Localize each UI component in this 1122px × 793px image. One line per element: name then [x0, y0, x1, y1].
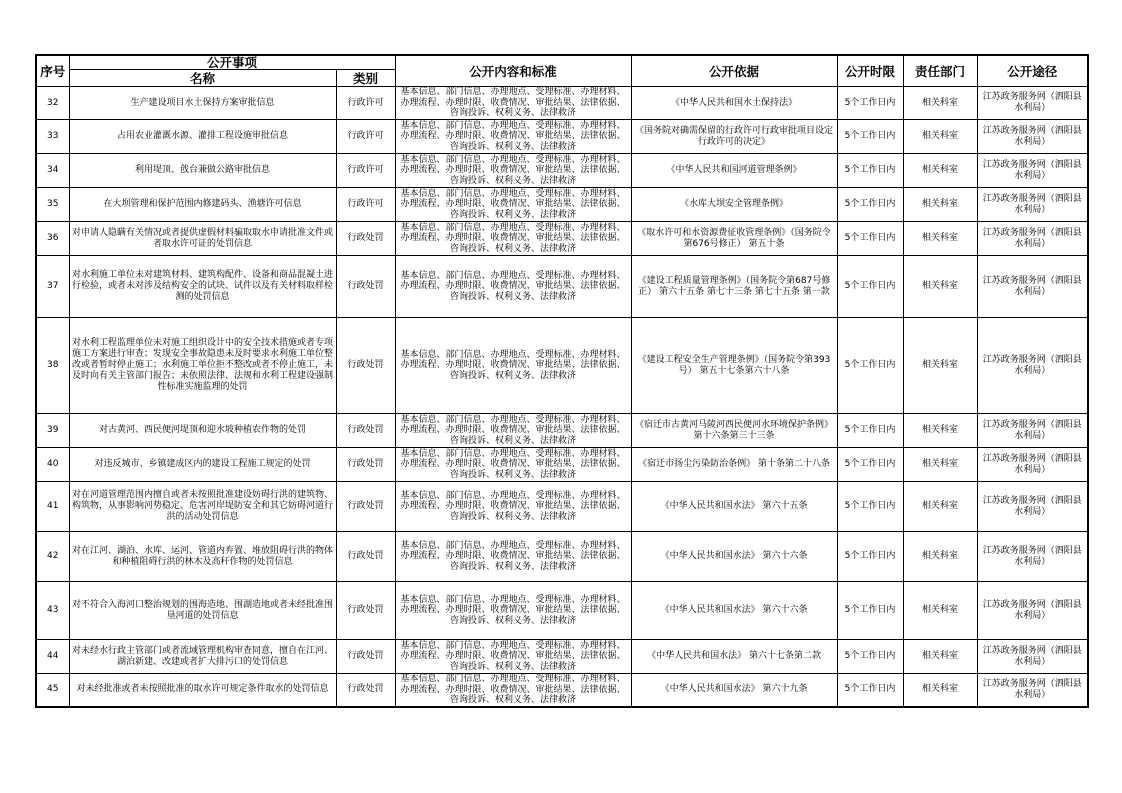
matter-category: 行政处罚 [336, 582, 395, 640]
matter-category: 行政处罚 [336, 222, 395, 256]
disclosure-basis: 《国务院对确需保留的行政许可行政审批项目设定行政许可的决定》 [631, 120, 837, 154]
matter-name: 对水利工程监理单位未对施工组织设计中的安全技术措施或者专项施工方案进行审查；发现安全事故隐患未及时要求水利施工单位整改或者暂时停止施工；水利施工单位拒不整改或者不停止施工，未及时向有关主管部门报告；未依照法律、法规和水利工程建设强制性标准实施监理的处罚 [69, 318, 336, 414]
disclosure-content: 基本信息、部门信息、办理地点、受理标准、办理材料、办理流程、办理时限、收费情况、审批结果、法律依据、咨询投诉、权利义务、法律救济 [395, 188, 631, 222]
header-name: 名称 [69, 70, 336, 87]
disclosure-content: 基本信息、部门信息、办理地点、受理标准、办理材料、办理流程、办理时限、收费情况、审批结果、法律依据、咨询投诉、权利义务、法律救济 [395, 120, 631, 154]
responsible-department: 相关科室 [903, 87, 977, 120]
table-row [36, 674, 1088, 707]
disclosure-content: 基本信息、部门信息、办理地点、受理标准、办理材料、办理流程、办理时限、收费情况、审批结果、法律依据、咨询投诉、权利义务、法律救济 [395, 640, 631, 674]
disclosure-basis: 《水库大坝安全管理条例》 [631, 188, 837, 222]
disclosure-channel: 江苏政务服务网（泗阳县水利局） [977, 87, 1088, 120]
disclosure-basis: 《中华人民共和国河道管理条例》 [631, 154, 837, 188]
responsible-department: 相关科室 [903, 532, 977, 582]
time-limit: 5个工作日内 [837, 120, 903, 154]
row-number: 39 [36, 414, 69, 448]
matter-name: 对在河道管理范围内擅自或者未按照批准建设妨碍行洪的建筑物、构筑物，从事影响河势稳定、危害河岸堤防安全和其它妨碍河道行洪的活动处罚信息 [69, 482, 336, 532]
header-category: 类别 [336, 70, 395, 87]
matter-category: 行政处罚 [336, 532, 395, 582]
disclosure-basis: 《宿迁市扬尘污染防治条例》 第十条第二十八条 [631, 448, 837, 482]
header-content: 公开内容和标准 [395, 55, 631, 87]
time-limit: 5个工作日内 [837, 582, 903, 640]
row-number: 41 [36, 482, 69, 532]
disclosure-content: 基本信息、部门信息、办理地点、受理标准、办理材料、办理流程、办理时限、收费情况、审批结果、法律依据、咨询投诉、权利义务、法律救济 [395, 448, 631, 482]
header-matter-group: 公开事项 [69, 55, 395, 70]
table-row [36, 188, 1088, 222]
disclosure-basis: 《中华人民共和国水法》 第六十六条 [631, 532, 837, 582]
time-limit: 5个工作日内 [837, 318, 903, 414]
disclosure-content: 基本信息、部门信息、办理地点、受理标准、办理材料、办理流程、办理时限、收费情况、审批结果、法律依据、咨询投诉、权利义务、法律救济 [395, 482, 631, 532]
time-limit: 5个工作日内 [837, 640, 903, 674]
matter-name: 对在江河、湖泊、水库、运河、管道内弃置、堆放阻碍行洪的物体和种植阻碍行洪的林木及高秆作物的处罚信息 [69, 532, 336, 582]
disclosure-content: 基本信息、部门信息、办理地点、受理标准、办理材料、办理流程、办理时限、收费情况、审批结果、法律依据、咨询投诉、权利义务、法律救济 [395, 532, 631, 582]
disclosure-channel: 江苏政务服务网（泗阳县水利局） [977, 154, 1088, 188]
header-basis: 公开依据 [631, 55, 837, 87]
disclosure-channel: 江苏政务服务网（泗阳县水利局） [977, 188, 1088, 222]
time-limit: 5个工作日内 [837, 154, 903, 188]
matter-category: 行政许可 [336, 188, 395, 222]
disclosure-basis: 《中华人民共和国水法》 第六十七条第二款 [631, 640, 837, 674]
matter-name: 对水利施工单位未对建筑材料、建筑构配件、设备和商品混凝土进行检验，或者未对涉及结构安全的试块、试件以及有关材料取样检测的处罚信息 [69, 256, 336, 318]
disclosure-channel: 江苏政务服务网（泗阳县水利局） [977, 582, 1088, 640]
matter-category: 行政处罚 [336, 482, 395, 532]
matter-category: 行政处罚 [336, 448, 395, 482]
matter-category: 行政处罚 [336, 674, 395, 707]
header-time-limit: 公开时限 [837, 55, 903, 87]
matter-name: 占用农业灌溉水源、灌排工程设施审批信息 [69, 120, 336, 154]
time-limit: 5个工作日内 [837, 448, 903, 482]
header-row-top [36, 55, 1088, 70]
matter-name: 利用堤顶、戗台兼做公路审批信息 [69, 154, 336, 188]
responsible-department: 相关科室 [903, 188, 977, 222]
disclosure-content: 基本信息、部门信息、办理地点、受理标准、办理材料、办理流程、办理时限、收费情况、审批结果、法律依据、咨询投诉、权利义务、法律救济 [395, 674, 631, 707]
disclosure-basis: 《取水许可和水资源费征收管理条例》（国务院令第676号修正） 第五十条 [631, 222, 837, 256]
time-limit: 5个工作日内 [837, 482, 903, 532]
table-row [36, 154, 1088, 188]
disclosure-channel: 江苏政务服务网（泗阳县水利局） [977, 482, 1088, 532]
disclosure-channel: 江苏政务服务网（泗阳县水利局） [977, 448, 1088, 482]
disclosure-content: 基本信息、部门信息、办理地点、受理标准、办理材料、办理流程、办理时限、收费情况、审批结果、法律依据、咨询投诉、权利义务、法律救济 [395, 87, 631, 120]
table-row [36, 120, 1088, 154]
responsible-department: 相关科室 [903, 448, 977, 482]
matter-name: 在大坝管理和保护范围内修建码头、渔塘许可信息 [69, 188, 336, 222]
row-number: 37 [36, 256, 69, 318]
disclosure-basis: 《中华人民共和国水法》 第六十九条 [631, 674, 837, 707]
table-row [36, 482, 1088, 532]
responsible-department: 相关科室 [903, 256, 977, 318]
table-row [36, 222, 1088, 256]
row-number: 44 [36, 640, 69, 674]
matter-category: 行政许可 [336, 87, 395, 120]
matter-name: 对未经批准或者未按照批准的取水许可规定条件取水的处罚信息 [69, 674, 336, 707]
disclosure-channel: 江苏政务服务网（泗阳县水利局） [977, 414, 1088, 448]
disclosure-channel: 江苏政务服务网（泗阳县水利局） [977, 120, 1088, 154]
table-row [36, 87, 1088, 120]
table-row [36, 582, 1088, 640]
time-limit: 5个工作日内 [837, 674, 903, 707]
table-row [36, 640, 1088, 674]
table-row [36, 448, 1088, 482]
time-limit: 5个工作日内 [837, 222, 903, 256]
matter-category: 行政处罚 [336, 414, 395, 448]
row-number: 38 [36, 318, 69, 414]
disclosure-basis: 《中华人民共和国水法》 第六十六条 [631, 582, 837, 640]
disclosure-basis: 《中华人民共和国水法》 第六十五条 [631, 482, 837, 532]
matter-category: 行政处罚 [336, 640, 395, 674]
header-no: 序号 [36, 55, 69, 87]
time-limit: 5个工作日内 [837, 188, 903, 222]
table-row [36, 414, 1088, 448]
disclosure-channel: 江苏政务服务网（泗阳县水利局） [977, 674, 1088, 707]
row-number: 32 [36, 87, 69, 120]
matter-name: 生产建设项目水土保持方案审批信息 [69, 87, 336, 120]
header-department: 责任部门 [903, 55, 977, 87]
responsible-department: 相关科室 [903, 640, 977, 674]
row-number: 40 [36, 448, 69, 482]
header-channel: 公开途径 [977, 55, 1088, 87]
disclosure-table [35, 54, 1089, 708]
matter-name: 对古黄河、西民便河堤顶和迎水坡种植农作物的处罚 [69, 414, 336, 448]
responsible-department: 相关科室 [903, 414, 977, 448]
disclosure-channel: 江苏政务服务网（泗阳县水利局） [977, 222, 1088, 256]
table-row [36, 318, 1088, 414]
disclosure-basis: 《宿迁市古黄河马陵河西民便河水环境保护条例》 第十六条第三十三条 [631, 414, 837, 448]
disclosure-channel: 江苏政务服务网（泗阳县水利局） [977, 532, 1088, 582]
time-limit: 5个工作日内 [837, 87, 903, 120]
row-number: 45 [36, 674, 69, 707]
responsible-department: 相关科室 [903, 674, 977, 707]
row-number: 42 [36, 532, 69, 582]
matter-name: 对违反城市、乡镇建成区内的建设工程施工规定的处罚 [69, 448, 336, 482]
matter-category: 行政处罚 [336, 256, 395, 318]
disclosure-channel: 江苏政务服务网（泗阳县水利局） [977, 318, 1088, 414]
disclosure-content: 基本信息、部门信息、办理地点、受理标准、办理材料、办理流程、办理时限、收费情况、审批结果、法律依据、咨询投诉、权利义务、法律救济 [395, 414, 631, 448]
table-body [36, 87, 1088, 707]
responsible-department: 相关科室 [903, 154, 977, 188]
disclosure-content: 基本信息、部门信息、办理地点、受理标准、办理材料、办理流程、办理时限、收费情况、审批结果、法律依据、咨询投诉、权利义务、法律救济 [395, 318, 631, 414]
table-row [36, 256, 1088, 318]
disclosure-basis: 《建设工程安全生产管理条例》（国务院令第393号） 第五十七条第六十八条 [631, 318, 837, 414]
time-limit: 5个工作日内 [837, 532, 903, 582]
disclosure-channel: 江苏政务服务网（泗阳县水利局） [977, 640, 1088, 674]
time-limit: 5个工作日内 [837, 256, 903, 318]
disclosure-basis: 《建设工程质量管理条例》（国务院令第687号修正） 第六十五条 第七十三条 第七十五条 第一款 [631, 256, 837, 318]
matter-name: 对申请人隐瞒有关情况或者提供虚假材料骗取取水申请批准文件或者取水许可证的处罚信息 [69, 222, 336, 256]
time-limit: 5个工作日内 [837, 414, 903, 448]
matter-category: 行政许可 [336, 120, 395, 154]
responsible-department: 相关科室 [903, 582, 977, 640]
disclosure-channel: 江苏政务服务网（泗阳县水利局） [977, 256, 1088, 318]
responsible-department: 相关科室 [903, 318, 977, 414]
responsible-department: 相关科室 [903, 482, 977, 532]
disclosure-content: 基本信息、部门信息、办理地点、受理标准、办理材料、办理流程、办理时限、收费情况、审批结果、法律依据、咨询投诉、权利义务、法律救济 [395, 256, 631, 318]
disclosure-content: 基本信息、部门信息、办理地点、受理标准、办理材料、办理流程、办理时限、收费情况、审批结果、法律依据、咨询投诉、权利义务、法律救济 [395, 222, 631, 256]
row-number: 33 [36, 120, 69, 154]
responsible-department: 相关科室 [903, 222, 977, 256]
matter-category: 行政许可 [336, 154, 395, 188]
disclosure-content: 基本信息、部门信息、办理地点、受理标准、办理材料、办理流程、办理时限、收费情况、审批结果、法律依据、咨询投诉、权利义务、法律救济 [395, 154, 631, 188]
disclosure-basis: 《中华人民共和国水土保持法》 [631, 87, 837, 120]
table-row [36, 532, 1088, 582]
matter-category: 行政处罚 [336, 318, 395, 414]
row-number: 34 [36, 154, 69, 188]
row-number: 43 [36, 582, 69, 640]
responsible-department: 相关科室 [903, 120, 977, 154]
disclosure-content: 基本信息、部门信息、办理地点、受理标准、办理材料、办理流程、办理时限、收费情况、审批结果、法律依据、咨询投诉、权利义务、法律救济 [395, 582, 631, 640]
matter-name: 对未经水行政主管部门或者流域管理机构审查同意，擅自在江河、湖泊新建、改建或者扩大排污口的处罚信息 [69, 640, 336, 674]
matter-name: 对不符合入海河口整治规划的围海造地、围湖造地或者未经批准围垦河道的处罚信息 [69, 582, 336, 640]
row-number: 36 [36, 222, 69, 256]
row-number: 35 [36, 188, 69, 222]
